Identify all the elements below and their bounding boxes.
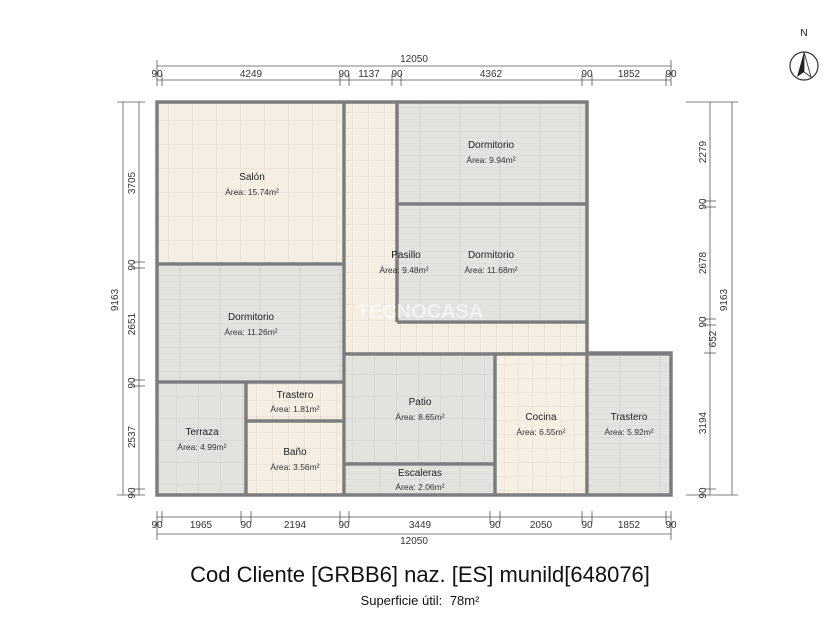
watermark: TECNOCASA <box>356 301 484 323</box>
room-area-bano: Área: 3.56m² <box>270 462 320 472</box>
room-area-dormitorio3: Área: 11.26m² <box>224 327 278 337</box>
bottom-dim-label: 90 <box>151 520 163 531</box>
bottom-dim-total: 12050 <box>400 536 428 547</box>
room-area-escaleras: Área: 2.06m² <box>395 482 445 492</box>
room-floor-terraza <box>158 384 245 494</box>
room-name-cocina: Cocina <box>525 412 557 423</box>
compass-label: N <box>800 28 808 39</box>
right-dimensions <box>686 102 738 495</box>
bottom-dimension-labels <box>151 520 677 547</box>
room-name-salon: Salón <box>239 172 265 183</box>
top-dim-label: 1852 <box>617 69 641 80</box>
room-area-dormitorio1: Área: 9.94m² <box>466 155 516 165</box>
room-floor-pasillo-lower <box>396 322 586 353</box>
room-name-trastero2: Trastero <box>610 412 648 423</box>
room-name-dormitorio3: Dormitorio <box>227 312 275 323</box>
left-dim-label: 2651 <box>127 312 138 336</box>
left-dimension-labels <box>110 171 138 498</box>
right-dimension-labels <box>698 140 730 498</box>
bottom-dim-label: 3449 <box>408 520 432 531</box>
left-dim-label: 90 <box>127 259 138 271</box>
surface-label: Superficie útil: <box>360 593 443 608</box>
room-area-patio: Área: 8.65m² <box>395 412 445 422</box>
bottom-dim-label: 1852 <box>617 520 641 531</box>
right-dim-label: 652 <box>708 330 719 348</box>
room-area-cocina: Área: 6.55m² <box>516 427 566 437</box>
room-name-patio: Patio <box>408 397 432 408</box>
room-name-dormitorio1: Dormitorio <box>467 140 515 151</box>
top-dim-total: 12050 <box>400 54 428 65</box>
right-dim-label: 90 <box>698 316 709 328</box>
top-dim-label: 4362 <box>479 69 503 80</box>
room-floor-bano <box>248 423 343 494</box>
top-dim-label: 4249 <box>239 69 263 80</box>
room-area-trastero1: Área: 1.81m² <box>270 404 320 414</box>
room-name-terraza: Terraza <box>185 427 219 438</box>
bottom-dim-label: 90 <box>665 520 677 531</box>
top-dim-label: 90 <box>151 69 163 80</box>
bottom-dim-label: 1965 <box>189 520 213 531</box>
bottom-dim-label: 90 <box>581 520 593 531</box>
room-floor-salon <box>158 103 343 263</box>
right-dim-label: 90 <box>698 198 709 210</box>
room-floor-trastero2 <box>589 356 670 494</box>
surface-value: 78m² <box>449 593 480 608</box>
room-floor-patio <box>346 356 494 463</box>
compass-icon <box>790 28 818 80</box>
room-name-pasillo: Pasillo <box>391 250 421 261</box>
right-dim-label: 2678 <box>698 251 709 275</box>
left-dim-label: 90 <box>127 377 138 389</box>
room-name-bano: Baño <box>283 447 307 458</box>
bottom-dim-label: 90 <box>240 520 252 531</box>
room-area-pasillo: Área: 9.48m² <box>379 265 429 275</box>
top-dim-label: 90 <box>391 69 403 80</box>
room-name-trastero1: Trastero <box>276 390 314 401</box>
room-area-terraza: Área: 4.99m² <box>177 442 227 452</box>
left-dim-label: 2537 <box>127 425 138 449</box>
room-name-dormitorio2: Dormitorio <box>467 250 515 261</box>
top-dim-label: 90 <box>338 69 350 80</box>
right-dim-label: 3194 <box>698 411 709 435</box>
room-area-salon: Área: 15.74m² <box>225 187 279 197</box>
right-dim-total: 9163 <box>719 288 730 312</box>
bottom-dim-label: 2050 <box>529 520 553 531</box>
right-dim-label: 2279 <box>698 140 709 164</box>
top-dimension-labels <box>151 54 677 80</box>
left-dim-label: 90 <box>127 487 138 499</box>
client-code-title: Cod Cliente [GRBB6] naz. [ES] munild[648076] <box>190 562 650 587</box>
room-floor-cocina <box>497 356 586 494</box>
bottom-dim-label: 90 <box>338 520 350 531</box>
room-name-escaleras: Escaleras <box>398 468 442 479</box>
top-dim-label: 90 <box>581 69 593 80</box>
left-dim-label: 3705 <box>127 171 138 195</box>
top-dim-label: 90 <box>665 69 677 80</box>
right-dim-label: 90 <box>698 487 709 499</box>
room-floor-dormitorio3 <box>158 266 343 380</box>
bottom-dim-label: 2194 <box>283 520 307 531</box>
room-floor-dormitorio1 <box>398 103 586 203</box>
left-dim-total: 9163 <box>110 288 121 312</box>
surface-summary <box>0 593 840 608</box>
top-dim-label: 1137 <box>358 69 380 80</box>
room-area-dormitorio2: Área: 11.68m² <box>464 265 518 275</box>
room-area-trastero2: Área: 5.92m² <box>604 427 654 437</box>
bottom-dim-label: 90 <box>489 520 501 531</box>
